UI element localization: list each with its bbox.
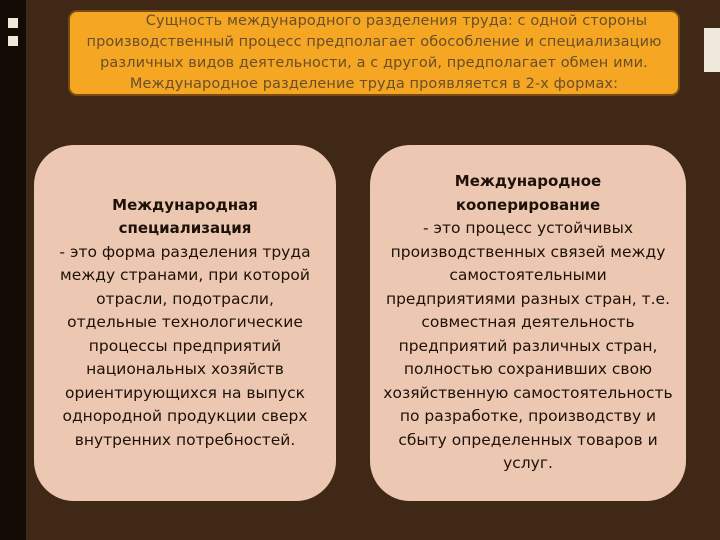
decor-square [8,36,18,46]
card-body: - это процесс устойчивых производственных связей между самостоятельными предприятиями разных стран, т.е. совместная деятельность предприятий различных стран, полностью сохранивших свою хозяйственную самостоятельность по разработке, производству и сбыту определенных товаров и услуг. [383,219,673,473]
card-body: - это форма разделения труда между странами, при которой отрасли, подотрасли, отдельные технологические процессы предприятий национальных хозяйств ориентирующихся на выпуск однородной продукции сверх внутренних потребностей. [59,242,311,449]
card-specialization [34,145,336,501]
card-title: Международное кооперирование [454,172,602,214]
card-cooperation [370,145,686,501]
decor-square [8,18,18,28]
header-text: Сущность международного разделения труда: с одной стороны производственный процесс предполагает обособление и специализацию различных видов деятельности, а с другой, предполагает обмен ими. Международное разделение труда проявляется в 2-х формах: [86,13,662,92]
right-decor-mark [704,28,720,72]
header-box [68,10,680,96]
card-title: Международная специализация [112,195,258,238]
left-decor-strip [0,0,26,540]
